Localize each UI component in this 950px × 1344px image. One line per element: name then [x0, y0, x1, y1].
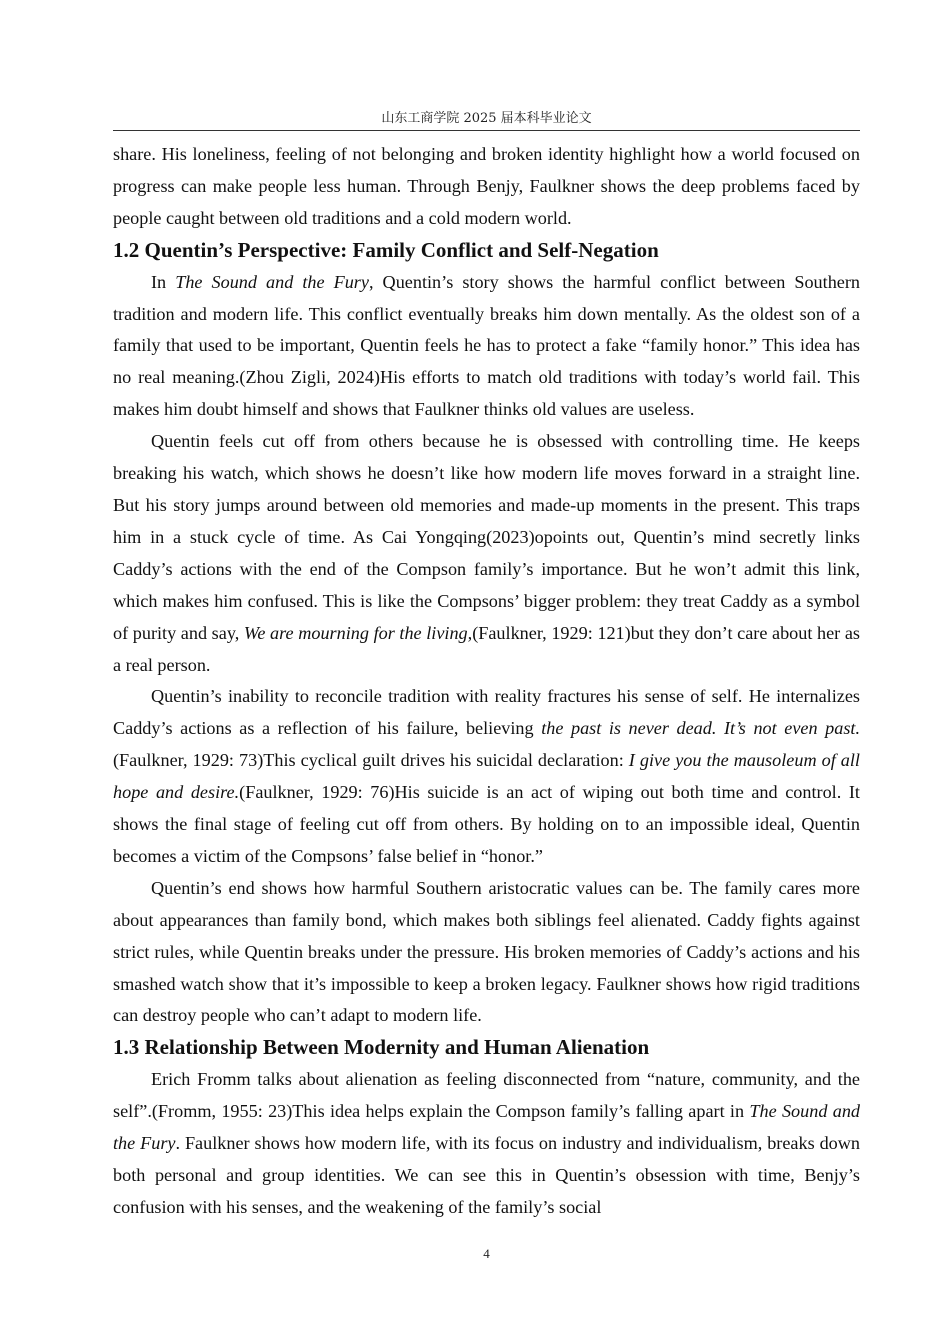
- paragraph: In The Sound and the Fury, Quentin’s story shows the harmful conflict between Southern tradition and modern life. This conflict eventually breaks him down mentally. As the oldest son of a family that used to be important, Quentin feels he has to protect a fake “family honor.” This idea has no real meaning.(Zhou Zigli, 2024)His efforts to match old traditions with today’s world fail. This makes him doubt himself and shows that Faulkner thinks old values are useless.: [113, 271, 861, 420]
- body-text: [113, 139, 860, 1224]
- header-divider: [113, 130, 860, 131]
- quotation: I give you the mausoleum of all hope and desire.: [113, 750, 860, 803]
- running-header: 山东工商学院 2025 届本科毕业论文: [381, 111, 592, 126]
- paragraph: Quentin’s inability to reconcile tradition with reality fractures his sense of self. He internalizes Caddy’s actions as a reflection of his failure, believing the past is never dead. It’s not even past.(Faulkner, 1929: 73)This cyclical guilt drives his suicidal declaration: I give you the mausoleum of all hope and desire.(Faulkner, 1929: 76)His suicide is an act of wiping out both time and control. It shows the final stage of feeling cut off from others. By holding on to an impossible ideal, Quentin becomes a victim of the Compsons’ false belief in “honor.”: [113, 686, 860, 866]
- book-title: The Sound and the Fury: [175, 271, 369, 292]
- paragraph: Quentin feels cut off from others because he is obsessed with controlling time. He keeps breaking his watch, which shows he doesn’t like how modern life moves forward in a straight line. But his story jumps around between old memories and made-up moments in the present. This traps him in a stuck cycle of time. As Cai Yongqing(2023)opoints out, Quentin’s mind secretly links Caddy’s actions with the end of the Compson family’s importance. But he won’t admit this link, which makes him confused. This is like the Compsons’ bigger problem: they treat Caddy as a symbol of purity and say, We are mourning for the living,(Faulkner, 1929: 121)but they don’t care about her as a real person.: [113, 431, 860, 675]
- paragraph: Quentin’s end shows how harmful Southern aristocratic values can be. The family cares more about appearances than family bond, which makes both siblings feel alienated. Caddy fights against strict rules, while Quentin breaks under the pressure. His broken memories of Caddy’s actions and his smashed watch show that it’s impossible to keep a broken legacy. Faulkner shows how rigid traditions can destroy people who can’t adapt to modern life.: [113, 877, 860, 1026]
- book-title: The Sound and the Fury: [113, 1101, 861, 1154]
- paragraph-continued: share. His loneliness, feeling of not belonging and broken identity highlight how a world focused on progress can make people less human. Through Benjy, Faulkner shows the deep problems faced by people caught between old traditions and a cold modern world.: [113, 144, 860, 228]
- quotation: the past is never dead. It’s not even past.: [541, 718, 860, 739]
- section-heading-1-3: 1.3 Relationship Between Modernity and Human Alienation: [113, 1035, 650, 1060]
- page-number: 4: [483, 1246, 490, 1261]
- section-heading-1-2: 1.2 Quentin’s Perspective: Family Conflict and Self-Negation: [113, 237, 659, 262]
- paragraph: Erich Fromm talks about alienation as feeling disconnected from “nature, community, and the self”.(Fromm, 1955: 23)This idea helps explain the Compson family’s falling apart in The Sound and the Fury. Faulkner shows how modern life, with its focus on industry and individualism, breaks down both personal and group identities. We can see this in Quentin’s obsession with time, Benjy’s confusion with his senses, and the weakening of the family’s social: [113, 1069, 861, 1217]
- quotation: We are mourning for the living,: [243, 622, 473, 643]
